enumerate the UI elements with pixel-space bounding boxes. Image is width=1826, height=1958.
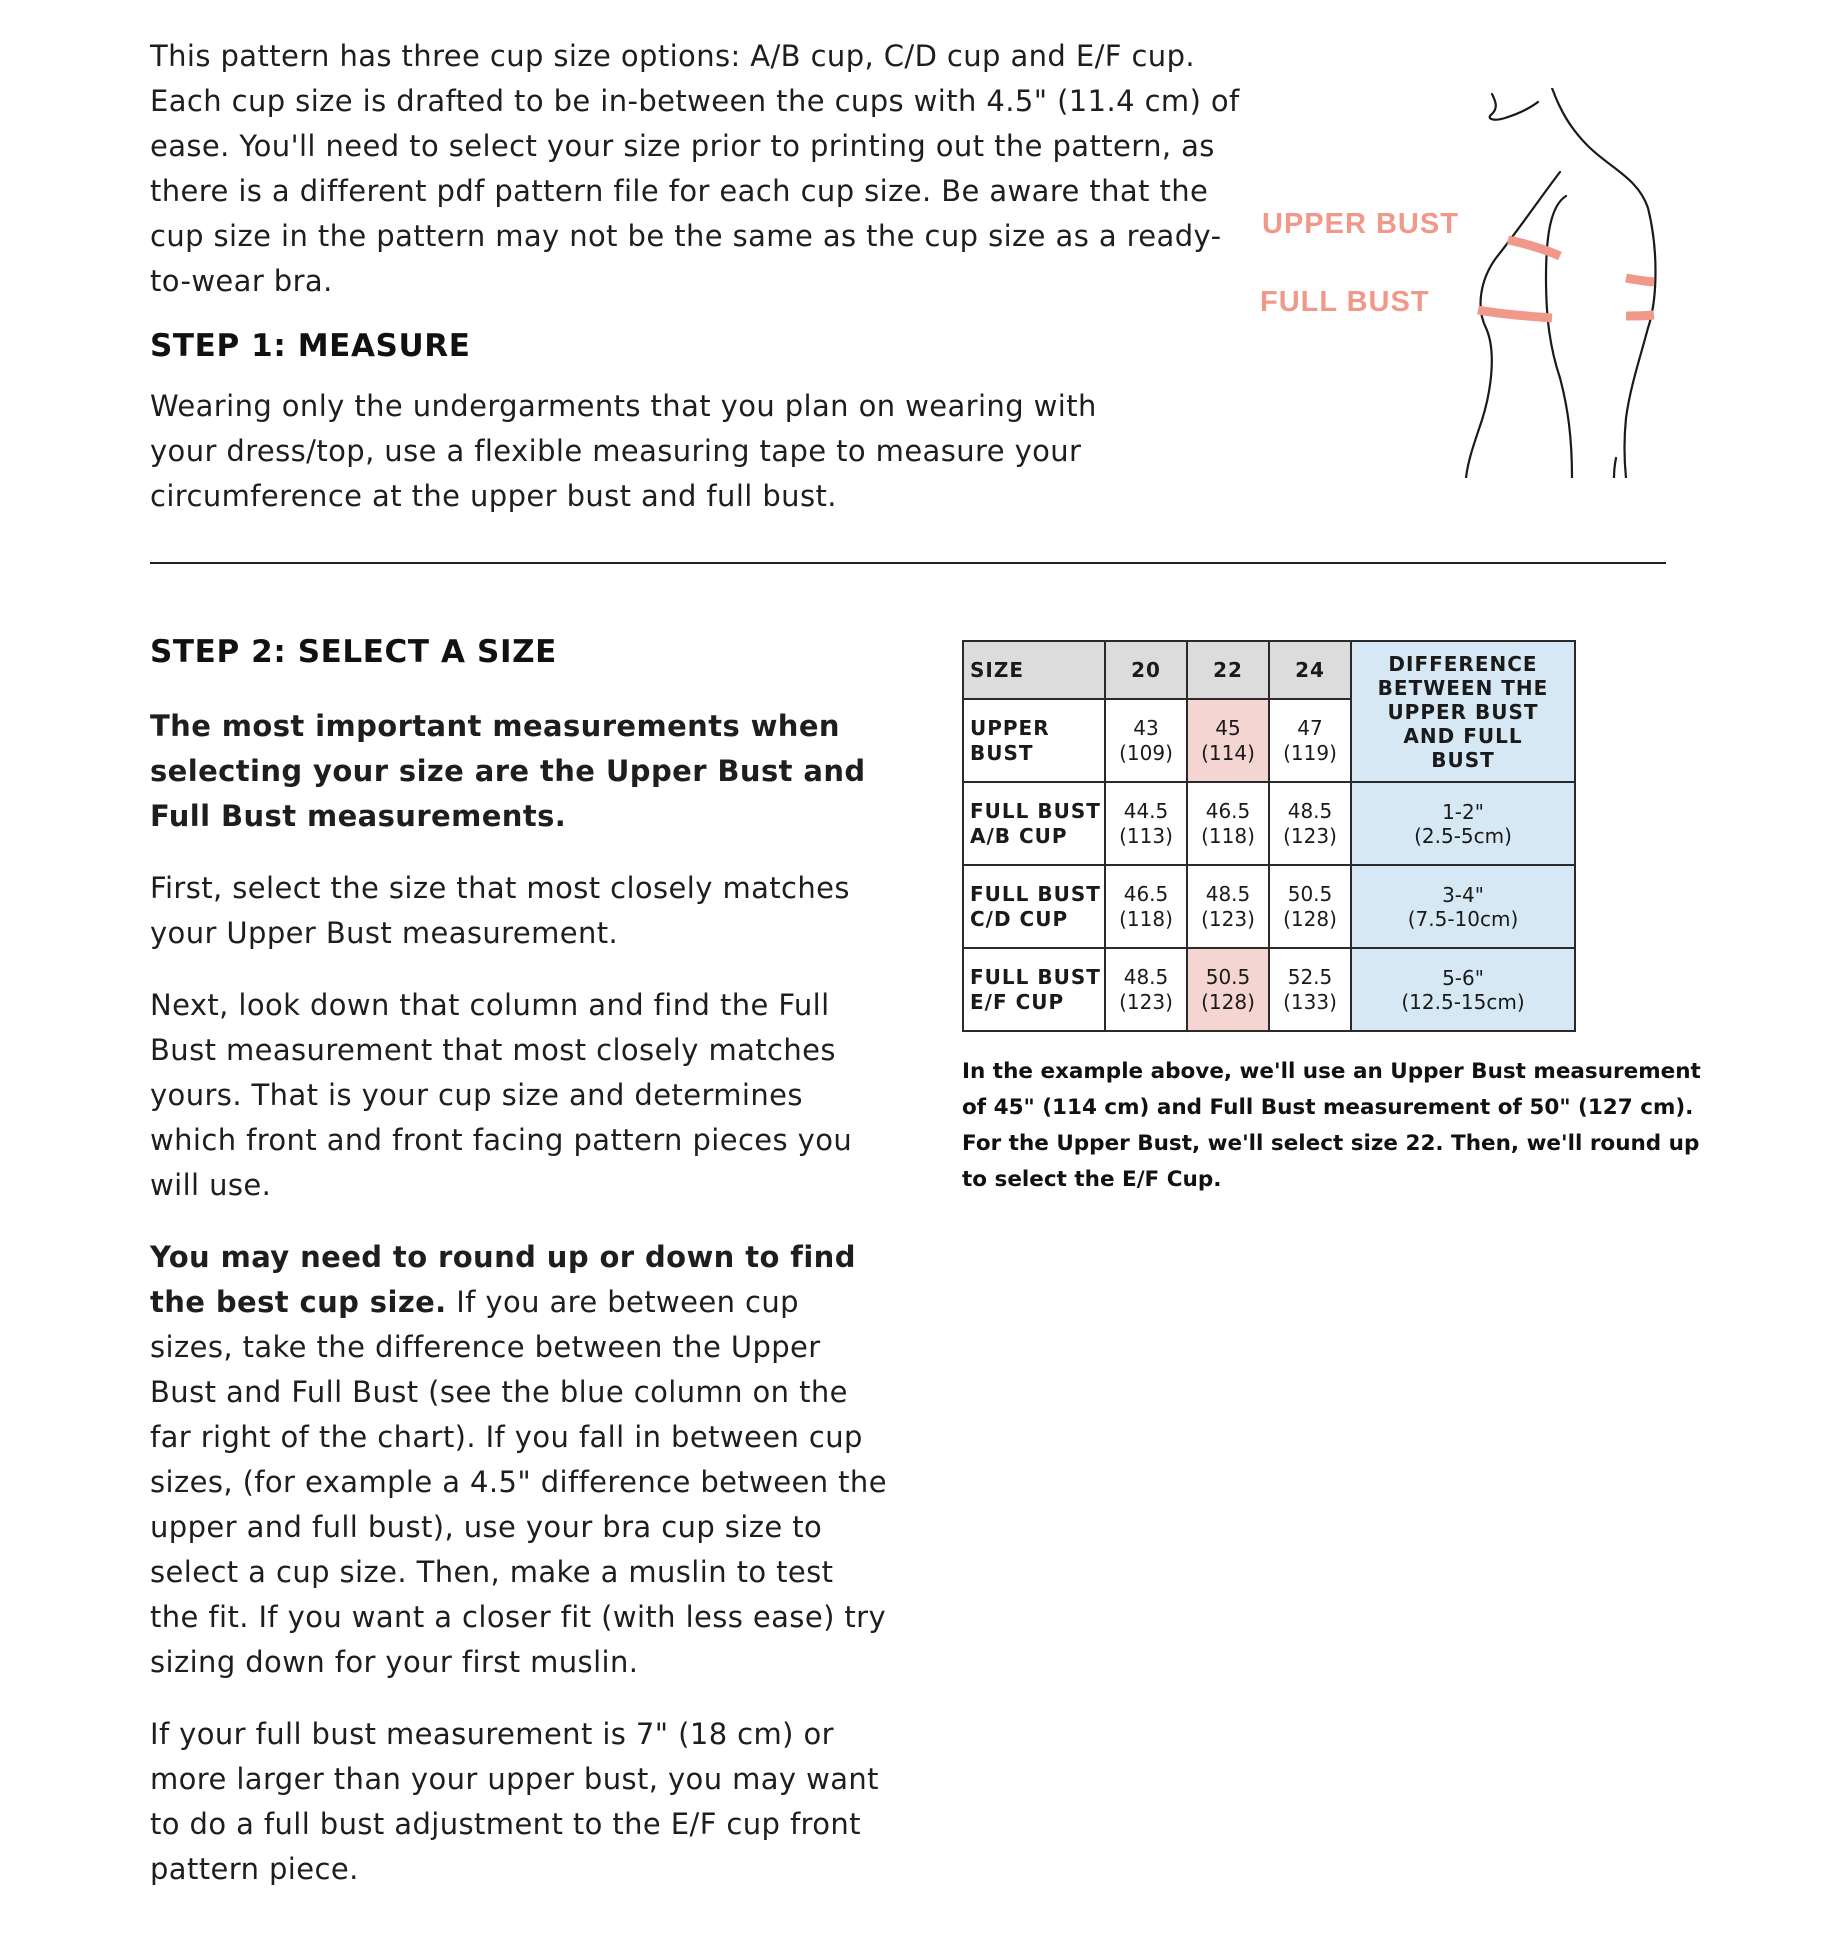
step2-paragraph-3	[150, 1235, 890, 1685]
example-note: In the example above, we'll use an Upper Bust measurement of 45" (114 cm) and Full Bust measurement of 50" (127 cm). For the Upper Bust, we'll select size 22. Then, we'll round up to select the E/F Cup.	[962, 1059, 1701, 1192]
step2-paragraph-2: Next, look down that column and find the Full Bust measurement that most closely matches yours. That is your cup size and determines which front and front facing pattern pieces you will use.	[150, 988, 853, 1202]
row-label: FULL BUST E/F CUP	[963, 948, 1105, 1031]
header-size-24: 24	[1269, 641, 1351, 699]
table-row	[963, 865, 1575, 948]
step1-paragraph: Wearing only the undergarments that you plan on wearing with your dress/top, use a flexible measuring tape to measure your circumference at the upper bust and full bust.	[150, 389, 1097, 513]
step1-heading: STEP 1: MEASURE	[150, 328, 471, 364]
header-size: SIZE	[963, 641, 1105, 699]
cell-difference: 3-4" (7.5-10cm)	[1351, 865, 1575, 948]
body-silhouette-icon	[1260, 88, 1680, 478]
cell-difference: 1-2" (2.5-5cm)	[1351, 782, 1575, 865]
cell-20: 43 (109)	[1105, 699, 1187, 782]
step2-heading: STEP 2: SELECT A SIZE	[150, 634, 557, 670]
cell-22-highlighted: 45 (114)	[1187, 699, 1269, 782]
step2-paragraph-1: First, select the size that most closely matches your Upper Bust measurement.	[150, 871, 850, 950]
header-difference: DIFFERENCE BETWEEN THE UPPER BUST AND FULL BUST	[1351, 641, 1575, 782]
step2-paragraph-3-rest: If you are between cup sizes, take the difference between the Upper Bust and Full Bust (see the blue column on the far right of the chart). If you fall in between cup sizes, (for example a 4.5" difference between the upper and full bust), use your bra cup size to select a cup size. Then, make a muslin to test the fit. If you want a closer fit (with less ease) try sizing down for your first muslin.	[150, 1285, 887, 1679]
step2-emphasis: The most important measurements when selecting your size are the Upper Bust and Full Bust measurements.	[150, 709, 866, 833]
step2-paragraph-4: If your full bust measurement is 7" (18 cm) or more larger than your upper bust, you may want to do a full bust adjustment to the E/F cup front pattern piece.	[150, 1717, 879, 1886]
size-chart-table	[962, 640, 1576, 1032]
table-row	[963, 782, 1575, 865]
header-size-20: 20	[1105, 641, 1187, 699]
header-size-22: 22	[1187, 641, 1269, 699]
row-label: UPPER BUST	[963, 699, 1105, 782]
cell-22: 48.5 (123)	[1187, 865, 1269, 948]
table-row	[963, 948, 1575, 1031]
cell-20: 48.5 (123)	[1105, 948, 1187, 1031]
cell-22: 46.5 (118)	[1187, 782, 1269, 865]
row-label: FULL BUST C/D CUP	[963, 865, 1105, 948]
intro-paragraph: This pattern has three cup size options: A/B cup, C/D cup and E/F cup. Each cup size is drafted to be in-between the cups with 4.5" (11.4 cm) of ease. You'll need to select your size prior to printing out the pattern, as there is a different pdf pattern file for each cup size. Be aware that the cup size in the pattern may not be the same as the cup size as a ready-to-wear bra.	[150, 39, 1240, 298]
upper-bust-label: UPPER BUST	[1262, 208, 1459, 240]
step2-paragraph-3-bold: You may need to round up or down to find the best cup size.	[150, 1240, 856, 1319]
cell-24: 48.5 (123)	[1269, 782, 1351, 865]
cell-20: 46.5 (118)	[1105, 865, 1187, 948]
section-divider	[150, 562, 1666, 564]
cell-24: 50.5 (128)	[1269, 865, 1351, 948]
full-bust-label: FULL BUST	[1260, 286, 1430, 318]
cell-24: 52.5 (133)	[1269, 948, 1351, 1031]
cell-24: 47 (119)	[1269, 699, 1351, 782]
bust-measurement-illustration	[1260, 88, 1680, 478]
cell-22-highlighted: 50.5 (128)	[1187, 948, 1269, 1031]
cell-20: 44.5 (113)	[1105, 782, 1187, 865]
cell-difference: 5-6" (12.5-15cm)	[1351, 948, 1575, 1031]
row-label: FULL BUST A/B CUP	[963, 782, 1105, 865]
table-header-row	[963, 641, 1575, 699]
